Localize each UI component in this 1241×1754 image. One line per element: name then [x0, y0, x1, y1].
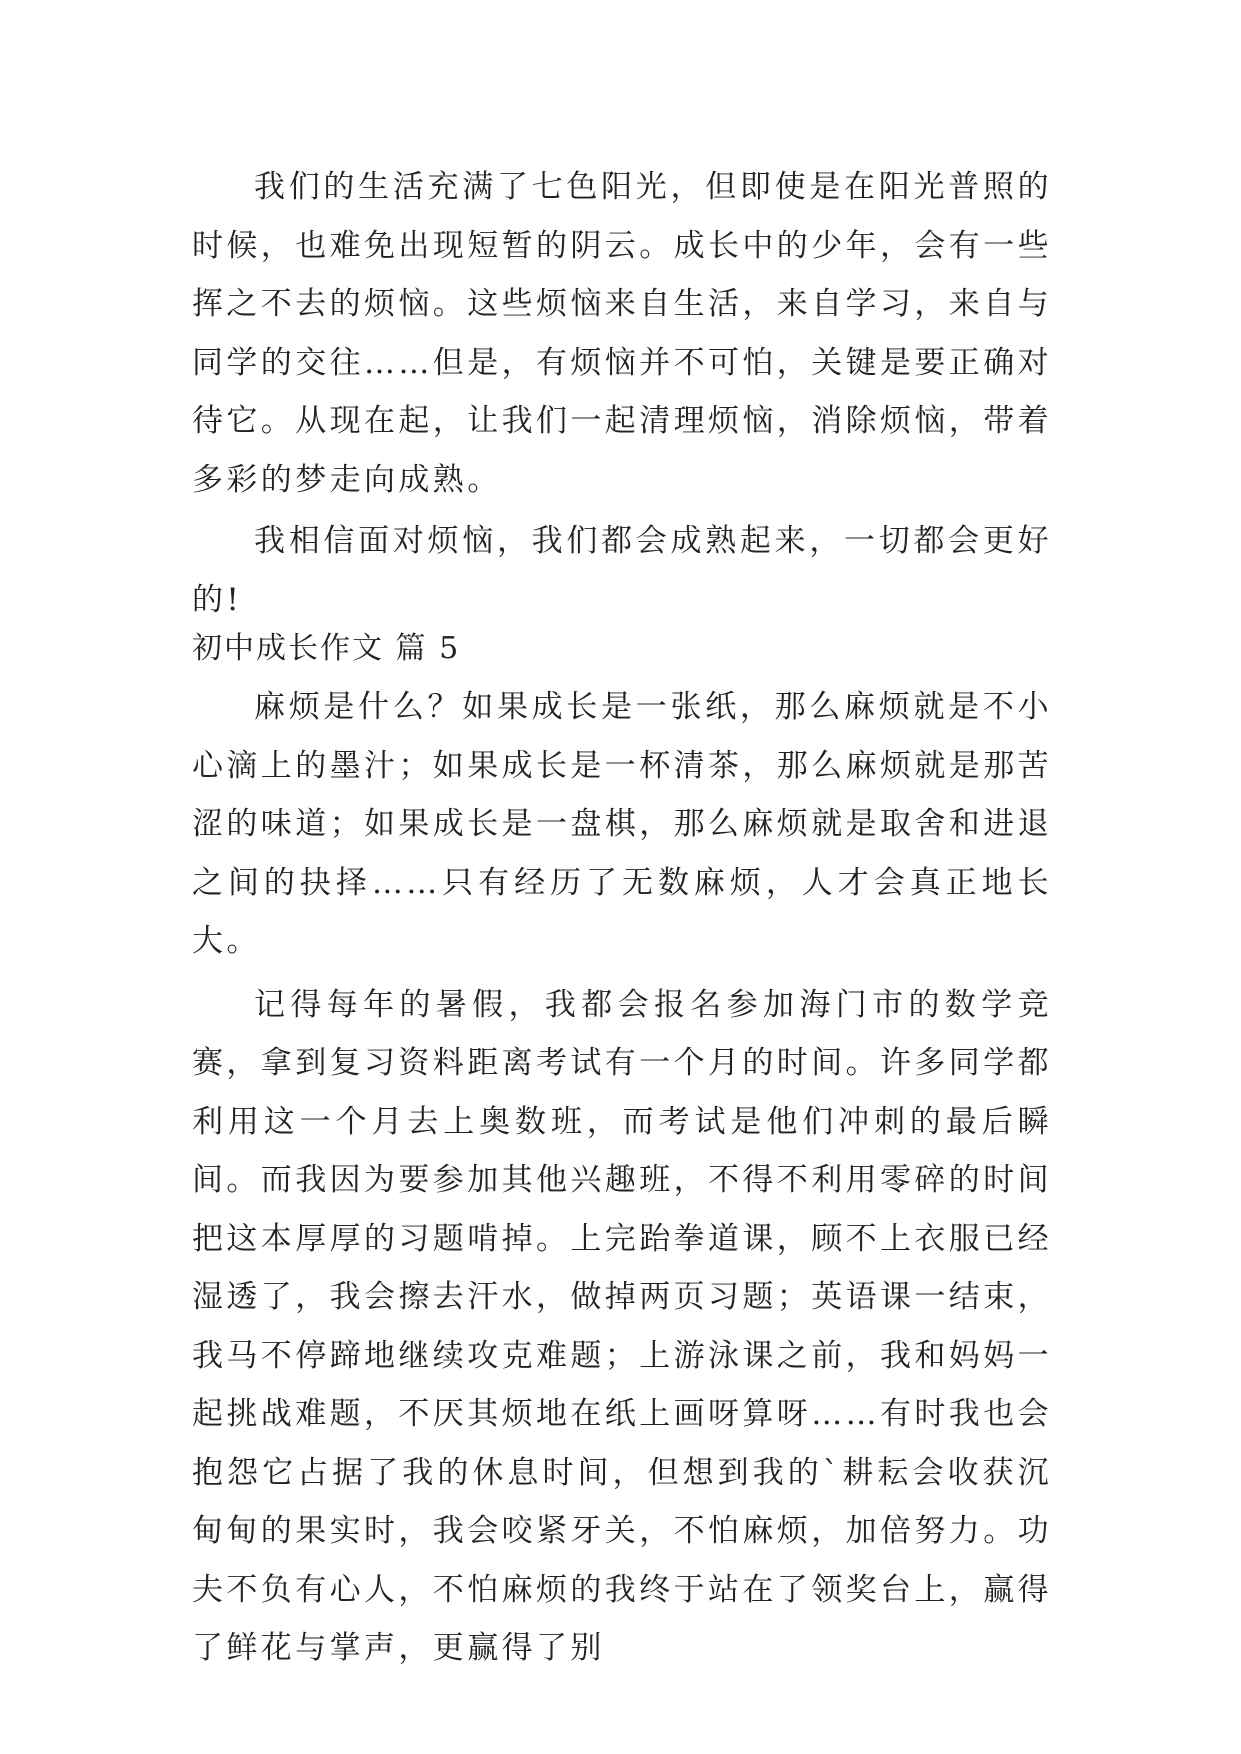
top-text-block [192, 158, 1052, 629]
paragraph-1: 我们的生活充满了七色阳光，但即使是在阳光普照的时候，也难免出现短暂的阴云。成长中的少年，会有一些挥之不去的烦恼。这些烦恼来自生活，来自学习，来自与同学的交往……但是，有烦恼并不可怕，关键是要正确对待它。从现在起，让我们一起清理烦恼，消除烦恼，带着多彩的梦走向成熟。 [192, 169, 1052, 498]
paragraph-3: 麻烦是什么？如果成长是一张纸，那么麻烦就是不小心滴上的墨汁；如果成长是一杯清茶，那么麻烦就是那苦涩的味道；如果成长是一盘棋，那么麻烦就是取舍和进退之间的抉择……只有经历了无数麻烦，人才会真正地长大。 [192, 689, 1052, 959]
section-heading: 初中成长作文 篇 5 [192, 631, 461, 666]
bottom-text-block [192, 678, 1052, 1678]
paragraph-2: 我相信面对烦恼，我们都会成熟起来，一切都会更好的! [192, 523, 1052, 618]
paragraph-4: 记得每年的暑假，我都会报名参加海门市的数学竞赛，拿到复习资料距离考试有一个月的时间。许多同学都利用这一个月去上奥数班，而考试是他们冲刺的最后瞬间。而我因为要参加其他兴趣班，不得不利用零碎的时间把这本厚厚的习题啃掉。上完跆拳道课，顾不上衣服已经湿透了，我会擦去汗水，做掉两页习题；英语课一结束，我马不停蹄地继续攻克难题；上游泳课之前，我和妈妈一起挑战难题，不厌其烦地在纸上画呀算呀……有时我也会抱怨它占据了我的休息时间，但想到我的`耕耘会收获沉甸甸的果实时，我会咬紧牙关，不怕麻烦，加倍努力。功夫不负有心人，不怕麻烦的我终于站在了领奖台上，赢得了鲜花与掌声，更赢得了别 [192, 986, 1052, 1666]
